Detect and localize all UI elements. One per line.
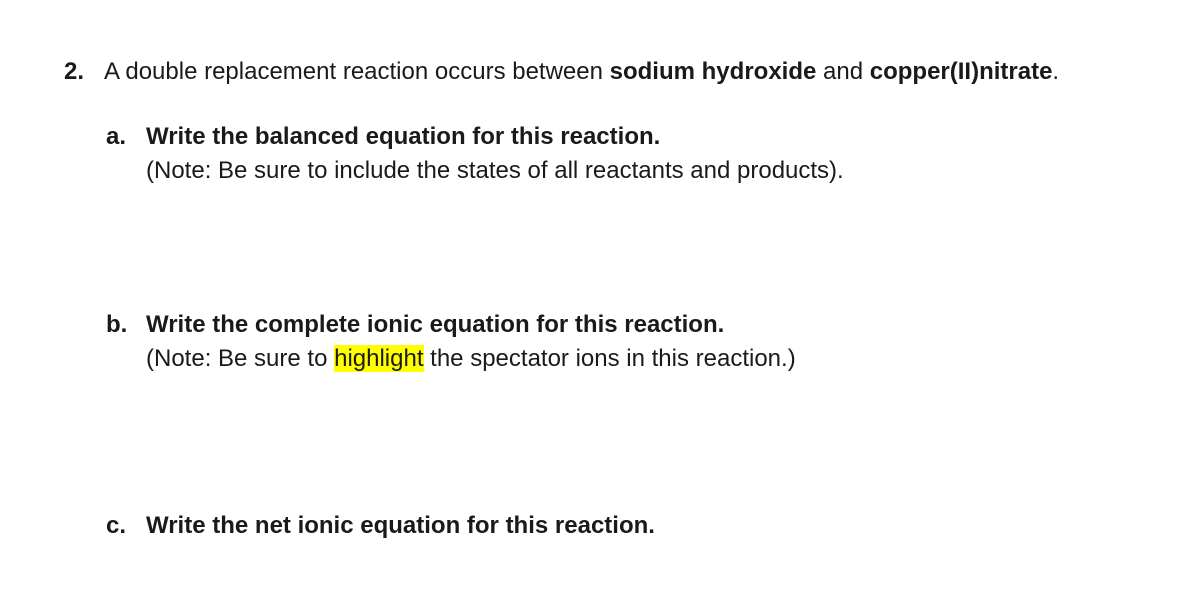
part-b bbox=[106, 308, 796, 376]
part-c-title: Write the net ionic equation for this reaction. bbox=[146, 512, 655, 539]
part-a bbox=[106, 120, 844, 188]
question-text-and: and bbox=[816, 58, 870, 85]
question-text-start: A double replacement reaction occurs between bbox=[104, 58, 610, 85]
reactant-copper-nitrate: copper(II)nitrate bbox=[869, 58, 1053, 85]
part-b-note bbox=[106, 342, 796, 376]
part-b-note-end: the spectator ions in this reaction.) bbox=[423, 345, 796, 372]
part-c bbox=[106, 509, 655, 543]
question-text-end: . bbox=[1052, 58, 1060, 85]
reactant-sodium-hydroxide: sodium hydroxide bbox=[609, 58, 817, 85]
part-b-letter: b. bbox=[106, 311, 128, 338]
part-a-letter: a. bbox=[106, 123, 127, 150]
part-b-note-start: (Note: Be sure to bbox=[146, 345, 335, 372]
part-a-title: Write the balanced equation for this reaction. bbox=[146, 123, 661, 150]
highlighted-word: highlight bbox=[334, 345, 424, 372]
part-b-title: Write the complete ionic equation for this reaction. bbox=[146, 311, 725, 338]
question-number: 2. bbox=[64, 58, 85, 85]
part-a-note: (Note: Be sure to include the states of all reactants and products). bbox=[146, 157, 844, 184]
question-2 bbox=[64, 57, 1059, 87]
part-c-letter: c. bbox=[106, 512, 127, 539]
